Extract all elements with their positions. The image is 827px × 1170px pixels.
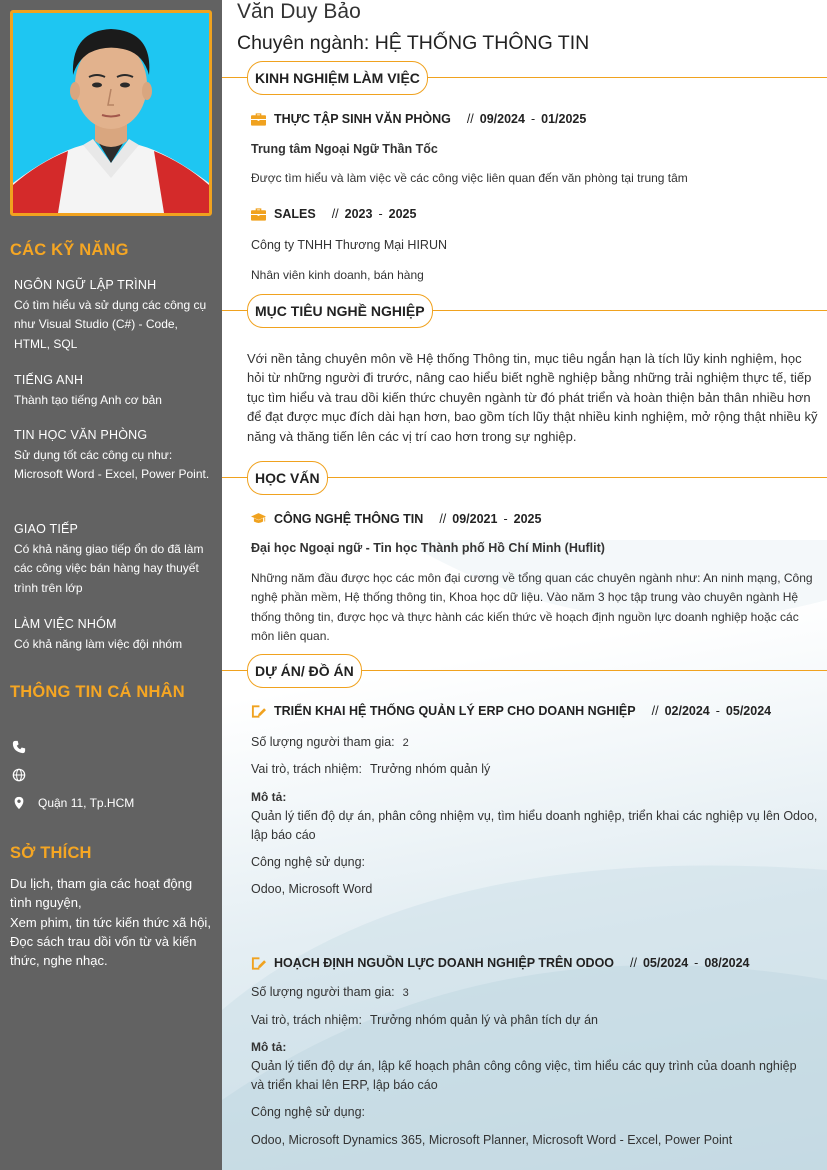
project-item-title — [251, 956, 750, 970]
skill-desc: Thành tạo tiếng Anh cơ bản — [14, 392, 162, 407]
tech-label: Công nghệ sử dụng: — [251, 1105, 366, 1119]
members-label: Số lượng người tham gia: — [251, 735, 395, 749]
objective-heading: MỤC TIÊU NGHỀ NGHIỆP — [247, 294, 433, 328]
experience-heading: KINH NGHIỆM LÀM VIỆC — [247, 61, 428, 95]
project-members — [251, 985, 409, 999]
personal-website — [12, 768, 38, 782]
education-school: Đại học Ngoại ngữ - Tin học Thành phố Hồ Chí Minh (Huflit) — [251, 541, 605, 555]
project-name: TRIỂN KHAI HỆ THỐNG QUẢN LÝ ERP CHO DOANH NGHIỆP — [274, 704, 636, 718]
job-desc: Nhân viên kinh doanh, bán hàng — [251, 268, 424, 282]
tech-label: Công nghệ sử dụng: — [251, 855, 366, 869]
skill-desc: Có khả năng làm việc đội nhóm — [14, 636, 183, 651]
hobbies-text — [10, 874, 212, 970]
education-end: 2025 — [513, 512, 542, 526]
date-dash: - — [503, 512, 508, 526]
candidate-major: Chuyên ngành: HỆ THỐNG THÔNG TIN — [237, 32, 590, 54]
project-item-title — [251, 704, 771, 718]
members-value: 2 — [402, 737, 409, 749]
education-desc: Những năm đầu được học các môn đại cương về tổng quan các chuyên ngành như: An ninh mạng, Công nghệ phần mềm, Hệ thống thông tin, Khoa học dữ liệu. Vào năm 3 học tập trung vào chuyên ngành Hệ thống thông tin, được học và thực hành các kiến thức về hoạch định nguồn lực doanh nghiệp hoặc các môn liên quan. — [251, 571, 813, 644]
job-start: 2023 — [344, 207, 373, 221]
skill-programming — [14, 276, 214, 354]
personal-info-heading: THÔNG TIN CÁ NHÂN — [10, 683, 185, 701]
date-separator: // — [439, 512, 447, 526]
hobby-line: Du lịch, tham gia các hoạt động tình nguyện, — [10, 876, 193, 911]
role-label: Vai trò, trách nhiệm: — [251, 762, 362, 776]
job-role: THỰC TẬP SINH VĂN PHÒNG — [274, 112, 451, 126]
hobbies-heading: SỞ THÍCH — [10, 844, 92, 862]
project-start: 05/2024 — [642, 956, 689, 970]
project-members — [251, 735, 409, 749]
project-end: 08/2024 — [704, 956, 750, 970]
education-field: CÔNG NGHỆ THÔNG TIN — [274, 512, 424, 526]
globe-icon — [12, 768, 26, 782]
personal-phone — [12, 740, 38, 754]
edit-document-icon — [251, 704, 266, 718]
members-label: Số lượng người tham gia: — [251, 985, 395, 999]
skill-communication — [14, 520, 214, 598]
briefcase-icon — [251, 207, 266, 221]
role-label: Vai trò, trách nhiệm: — [251, 1013, 362, 1027]
project-start: 02/2024 — [664, 704, 710, 718]
members-value: 3 — [402, 987, 409, 999]
skills-heading: CÁC KỸ NĂNG — [10, 241, 129, 259]
date-separator: // — [651, 704, 659, 718]
job-company: Công ty TNHH Thương Mại HIRUN — [251, 238, 448, 252]
graduation-cap-icon — [251, 512, 266, 526]
experience-item-title — [251, 112, 586, 126]
hobby-line: Xem phim, tin tức kiến thức xã hội, — [10, 914, 211, 930]
date-dash: - — [378, 207, 383, 221]
date-separator: // — [630, 956, 637, 970]
date-dash: - — [715, 704, 720, 718]
tech-value: Odoo, Microsoft Word — [251, 882, 373, 896]
role-value: Trưởng nhóm quản lý — [369, 762, 491, 776]
skill-title: NGÔN NGỮ LẬP TRÌNH — [14, 278, 157, 292]
phone-icon — [12, 740, 26, 754]
candidate-name: Văn Duy Bảo — [237, 0, 361, 23]
project-name: HOẠCH ĐỊNH NGUỒN LỰC DOANH NGHIỆP TRÊN ODOO — [274, 956, 615, 970]
date-separator: // — [331, 207, 339, 221]
project-desc: Quản lý tiến độ dự án, phân công nhiệm vụ, tìm hiểu doanh nghiệp, triển khai các nghiệp vụ lên Odoo, lập báo cáo — [251, 809, 818, 842]
tech-value: Odoo, Microsoft Dynamics 365, Microsoft Planner, Microsoft Word - Excel, Power Point — [251, 1133, 733, 1147]
project-role — [251, 1013, 598, 1027]
project-desc: Quản lý tiến độ dự án, lập kế hoạch phân công công việc, tìm hiểu các quy trình của doanh nghiệp và triển khai lên ERP, lập báo cáo — [251, 1059, 797, 1092]
date-dash: - — [694, 956, 699, 970]
skill-title: TIN HỌC VĂN PHÒNG — [14, 428, 148, 442]
address-text: Quận 11, Tp.HCM — [38, 796, 135, 810]
job-role: SALES — [274, 207, 316, 221]
education-item-title — [251, 512, 541, 526]
education-heading: HỌC VẤN — [247, 461, 328, 495]
skill-desc: Có tìm hiểu và sử dụng các công cụ như Visual Studio (C#) - Code, HTML, SQL — [14, 297, 207, 351]
hobby-line: Đọc sách trau dồi vốn từ và kiến thức, nghe nhạc. — [10, 933, 197, 969]
briefcase-icon — [251, 112, 266, 126]
edit-document-icon — [251, 956, 266, 970]
project-end: 05/2024 — [725, 704, 772, 718]
location-pin-icon — [12, 796, 26, 810]
skill-title: TIẾNG ANH — [14, 373, 84, 387]
desc-label: Mô tả: — [251, 1040, 287, 1054]
date-separator: // — [466, 112, 474, 126]
job-end: 01/2025 — [541, 112, 587, 126]
skill-english — [14, 371, 214, 410]
portrait-image — [13, 13, 209, 213]
objective-text: Với nền tảng chuyên môn về Hệ thống Thông tin, mục tiêu ngắn hạn là tích lũy kinh nghiệm, học hỏi từ những người đi trước, nâng cao hiểu biết nghề nghiệp bằng những trải nghiệm thực tế, tiếp tục tìm hiểu và trau dồi kiến thức chuyên ngành từ đó phát triển và hoàn thiện bản thân nhiều hơn để đạt được mục đích dài hạn hơn, bao gồm tích lũy thật nhiều kinh nghiệm, mở rộng thật nhiều kỹ năng và thăng tiến lên các vị trí cao hơn trong sự nghiệp. — [247, 351, 818, 444]
experience-item-title — [251, 207, 416, 221]
skill-office — [14, 426, 214, 485]
job-company: Trung tâm Ngoại Ngữ Thần Tốc — [251, 142, 438, 156]
skill-teamwork — [14, 615, 214, 654]
personal-address — [12, 796, 134, 810]
job-end: 2025 — [388, 207, 417, 221]
education-start: 09/2021 — [452, 512, 498, 526]
desc-label: Mô tả: — [251, 790, 287, 804]
skill-title: GIAO TIẾP — [14, 522, 79, 536]
skill-desc: Có khả năng giao tiếp ổn do đã làm các công việc bán hàng hay thuyết trình trên lớp — [14, 541, 204, 595]
project-role — [251, 762, 490, 776]
projects-heading: DỰ ÁN/ ĐỒ ÁN — [247, 654, 362, 688]
job-start: 09/2024 — [479, 112, 525, 126]
skill-desc: Sử dụng tốt các công cụ như: Microsoft Word - Excel, Power Point. — [14, 447, 210, 481]
role-value: Trưởng nhóm quản lý và phân tích dự án — [369, 1013, 599, 1027]
date-dash: - — [530, 112, 536, 126]
sidebar — [0, 0, 222, 1170]
skill-title: LÀM VIỆC NHÓM — [14, 617, 117, 631]
profile-photo — [10, 10, 212, 216]
job-desc: Được tìm hiểu và làm việc về các công việc liên quan đến văn phòng tại trung tâm — [251, 171, 688, 185]
